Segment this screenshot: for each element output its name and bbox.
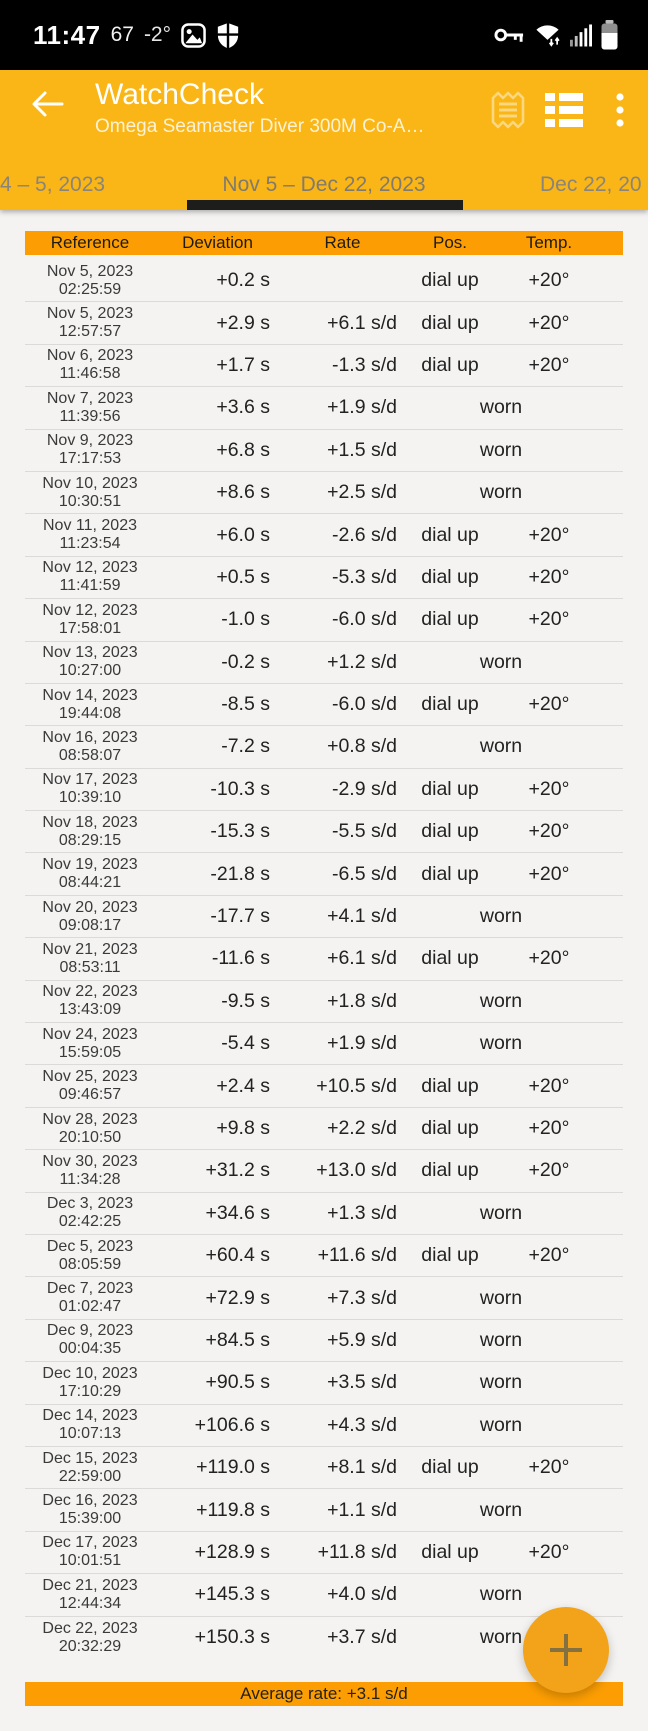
measurement-time: 22:59:00 bbox=[58, 1467, 122, 1485]
rate-cell: +8.1 s/d bbox=[327, 1456, 397, 1479]
position-cell: dial up bbox=[421, 693, 479, 716]
rate-cell: -5.3 s/d bbox=[331, 565, 397, 588]
measurement-date: Nov 17, 2023 bbox=[42, 771, 138, 789]
rate-cell: -6.5 s/d bbox=[331, 862, 397, 885]
status-notification-count: 67 bbox=[110, 23, 134, 46]
rate-cell: +11.8 s/d bbox=[317, 1540, 397, 1563]
deviation-cell: +128.9 s bbox=[194, 1540, 270, 1563]
measurement-date: Dec 21, 2023 bbox=[42, 1576, 138, 1594]
measurement-date: Nov 19, 2023 bbox=[42, 856, 138, 874]
measurement-date: Nov 28, 2023 bbox=[42, 1110, 138, 1128]
position-cell: dial up bbox=[421, 1244, 479, 1267]
wifi-icon bbox=[534, 23, 561, 47]
watch-subtitle: Omega Seamaster Diver 300M Co-A… bbox=[95, 116, 425, 137]
position-worn-cell: worn bbox=[479, 905, 523, 928]
measurement-time: 00:04:35 bbox=[58, 1340, 122, 1358]
measurement-time: 11:41:59 bbox=[59, 577, 121, 595]
measurement-date: Nov 11, 2023 bbox=[43, 517, 137, 535]
deviation-cell: -11.6 s bbox=[211, 947, 270, 970]
position-worn-cell: worn bbox=[479, 1286, 523, 1309]
rate-cell: -2.6 s/d bbox=[331, 523, 397, 546]
deviation-cell: +60.4 s bbox=[205, 1244, 270, 1267]
reference-cell bbox=[25, 729, 155, 765]
status-temperature: -2° bbox=[143, 23, 172, 46]
rate-cell: +2.2 s/d bbox=[327, 1117, 397, 1139]
deviation-cell: -0.2 s bbox=[221, 650, 270, 673]
measurement-date: Nov 20, 2023 bbox=[42, 898, 138, 916]
deviation-cell: +119.0 s bbox=[196, 1456, 270, 1479]
deviation-cell: -17.7 s bbox=[210, 905, 270, 928]
deviation-cell: +90.5 s bbox=[205, 1371, 270, 1394]
reference-cell bbox=[25, 687, 155, 723]
deviation-cell: +6.8 s bbox=[216, 438, 270, 461]
table-row[interactable] bbox=[25, 514, 623, 556]
reference-cell bbox=[25, 1534, 155, 1570]
table-body bbox=[25, 255, 623, 1659]
measurement-time: 10:30:51 bbox=[58, 492, 122, 510]
deviation-cell: +145.3 s bbox=[194, 1583, 270, 1606]
rate-cell: +1.2 s/d bbox=[327, 650, 397, 673]
temperature-cell: +20° bbox=[528, 1244, 570, 1267]
position-cell: dial up bbox=[421, 1456, 479, 1479]
measurement-time: 11:23:54 bbox=[59, 535, 121, 553]
deviation-cell: +2.9 s bbox=[216, 311, 270, 334]
measurement-date: Nov 16, 2023 bbox=[42, 728, 138, 746]
deviation-cell: +84.5 s bbox=[205, 1328, 270, 1351]
temperature-cell: +20° bbox=[528, 947, 570, 970]
table-row[interactable] bbox=[25, 430, 623, 472]
table-row[interactable] bbox=[25, 1065, 623, 1107]
measurement-time: 11:39:56 bbox=[59, 407, 121, 425]
table-row[interactable] bbox=[25, 557, 623, 599]
temperature-cell: +20° bbox=[528, 523, 570, 546]
table-row[interactable] bbox=[25, 472, 623, 514]
measurement-date: Nov 25, 2023 bbox=[42, 1068, 138, 1086]
rate-cell: -5.5 s/d bbox=[331, 820, 397, 843]
deviation-cell: +150.3 s bbox=[194, 1626, 270, 1649]
temperature-cell: +20° bbox=[528, 1159, 570, 1182]
table-row[interactable] bbox=[25, 642, 623, 684]
average-rate-bar bbox=[25, 1682, 623, 1706]
deviation-cell: +2.4 s bbox=[216, 1074, 270, 1097]
reference-cell bbox=[25, 559, 155, 595]
rate-cell: +6.1 s/d bbox=[327, 311, 397, 334]
temperature-cell: +20° bbox=[528, 1456, 570, 1479]
deviation-cell: -5.4 s bbox=[221, 1032, 270, 1055]
page-title: WatchCheck bbox=[95, 78, 264, 111]
deviation-cell: -7.2 s bbox=[221, 735, 270, 758]
column-header-pos: Pos. bbox=[432, 233, 468, 252]
rate-cell: +4.0 s/d bbox=[327, 1583, 397, 1606]
reference-cell bbox=[25, 1280, 155, 1316]
status-bar bbox=[0, 0, 648, 70]
deviation-cell: +9.8 s bbox=[216, 1117, 270, 1139]
table-row[interactable] bbox=[25, 302, 623, 344]
measurement-time: 09:08:17 bbox=[58, 916, 122, 934]
overflow-menu-button[interactable] bbox=[592, 80, 648, 140]
deviation-cell: +0.5 s bbox=[216, 565, 270, 588]
temperature-cell: +20° bbox=[528, 353, 570, 376]
position-cell: dial up bbox=[421, 1117, 479, 1139]
measurement-time: 02:42:25 bbox=[58, 1213, 122, 1231]
tab-current-interval[interactable]: Nov 5 – Dec 22, 2023 bbox=[222, 173, 426, 196]
measurement-time: 11:34:28 bbox=[59, 1170, 121, 1188]
temperature-cell: +20° bbox=[528, 820, 570, 843]
measurement-time: 09:46:57 bbox=[58, 1086, 122, 1104]
reference-cell bbox=[25, 1238, 155, 1274]
measurement-date: Nov 22, 2023 bbox=[42, 983, 138, 1001]
add-measurement-fab[interactable] bbox=[523, 1607, 609, 1693]
measurement-date: Nov 7, 2023 bbox=[46, 389, 134, 407]
signal-icon bbox=[570, 23, 592, 47]
key-icon bbox=[494, 25, 525, 45]
table-row[interactable] bbox=[25, 811, 623, 853]
measurement-date: Dec 10, 2023 bbox=[42, 1364, 138, 1382]
measurement-date: Nov 6, 2023 bbox=[46, 347, 134, 365]
rate-cell: +0.8 s/d bbox=[327, 735, 397, 758]
table-row[interactable] bbox=[25, 853, 623, 895]
deviation-cell: +8.6 s bbox=[216, 481, 270, 504]
table-row[interactable] bbox=[25, 769, 623, 811]
measurement-time: 10:07:13 bbox=[58, 1425, 122, 1443]
reference-cell bbox=[25, 475, 155, 511]
position-cell: dial up bbox=[421, 947, 479, 970]
reference-cell bbox=[25, 305, 155, 341]
measurement-time: 08:29:15 bbox=[58, 831, 122, 849]
position-worn-cell: worn bbox=[479, 1583, 523, 1606]
temperature-cell: +20° bbox=[528, 862, 570, 885]
column-header-rate: Rate bbox=[324, 233, 361, 252]
measurement-time: 12:44:34 bbox=[58, 1594, 122, 1612]
reference-cell bbox=[25, 899, 155, 935]
measurement-time: 12:57:57 bbox=[58, 323, 122, 341]
status-time: 11:47 bbox=[33, 19, 101, 50]
image-icon bbox=[181, 23, 206, 48]
deviation-cell: +106.6 s bbox=[194, 1413, 270, 1436]
measurement-time: 20:10:50 bbox=[58, 1128, 122, 1146]
position-cell: dial up bbox=[421, 311, 479, 334]
position-cell: dial up bbox=[421, 1540, 479, 1563]
position-worn-cell: worn bbox=[479, 1201, 523, 1224]
measurement-date: Nov 12, 2023 bbox=[42, 601, 138, 619]
table-row[interactable] bbox=[25, 387, 623, 429]
measurement-date: Nov 24, 2023 bbox=[42, 1025, 138, 1043]
table-row[interactable] bbox=[25, 896, 623, 938]
measurement-time: 19:44:08 bbox=[58, 704, 122, 722]
measurement-date: Nov 9, 2023 bbox=[46, 432, 134, 450]
table-row[interactable] bbox=[25, 684, 623, 726]
measurement-date: Nov 21, 2023 bbox=[42, 940, 138, 958]
reference-cell bbox=[25, 1407, 155, 1443]
measurement-date: Nov 30, 2023 bbox=[42, 1152, 138, 1170]
table-row[interactable] bbox=[25, 726, 623, 768]
table-row[interactable] bbox=[25, 1489, 623, 1531]
position-cell: dial up bbox=[421, 1074, 479, 1097]
deviation-cell: -9.5 s bbox=[221, 989, 270, 1012]
position-worn-cell: worn bbox=[479, 1413, 523, 1436]
temperature-cell: +20° bbox=[528, 693, 570, 716]
deviation-cell: +72.9 s bbox=[205, 1286, 270, 1309]
rate-cell: +3.5 s/d bbox=[327, 1371, 397, 1394]
rate-cell: +5.9 s/d bbox=[327, 1328, 397, 1351]
tab-indicator bbox=[187, 200, 463, 210]
rate-cell: -2.9 s/d bbox=[331, 777, 397, 800]
temperature-cell: +20° bbox=[528, 1117, 570, 1139]
reference-cell bbox=[25, 983, 155, 1019]
rate-cell: -6.0 s/d bbox=[331, 608, 397, 631]
measurement-time: 10:39:10 bbox=[58, 789, 122, 807]
rate-cell: +2.5 s/d bbox=[327, 481, 397, 504]
table-row[interactable] bbox=[25, 1532, 623, 1574]
temperature-cell: +20° bbox=[528, 608, 570, 631]
position-cell: dial up bbox=[421, 523, 479, 546]
battery-icon bbox=[601, 20, 618, 50]
reference-cell bbox=[25, 1068, 155, 1104]
deviation-cell: +31.2 s bbox=[205, 1159, 270, 1182]
measurement-time: 15:59:05 bbox=[58, 1043, 122, 1061]
measurement-date: Dec 15, 2023 bbox=[42, 1449, 138, 1467]
measurement-time: 10:27:00 bbox=[58, 662, 122, 680]
position-cell: dial up bbox=[421, 608, 479, 631]
position-worn-cell: worn bbox=[479, 1626, 523, 1649]
measurement-time: 08:53:11 bbox=[59, 958, 121, 976]
reference-cell bbox=[25, 1026, 155, 1062]
table-row[interactable] bbox=[25, 1362, 623, 1404]
rate-cell: -1.3 s/d bbox=[331, 353, 397, 376]
reference-cell bbox=[25, 602, 155, 638]
reference-cell bbox=[25, 1322, 155, 1358]
measurements-table bbox=[25, 231, 623, 1659]
header-block bbox=[0, 70, 648, 210]
measurement-time: 17:17:53 bbox=[58, 450, 122, 468]
deviation-cell: -15.3 s bbox=[210, 820, 270, 843]
table-header bbox=[25, 231, 623, 255]
reference-cell bbox=[25, 941, 155, 977]
back-button[interactable] bbox=[28, 84, 68, 124]
position-worn-cell: worn bbox=[479, 989, 523, 1012]
interval-tab-bar bbox=[0, 150, 648, 210]
column-header-deviation: Deviation bbox=[182, 233, 253, 252]
position-worn-cell: worn bbox=[479, 481, 523, 504]
rate-cell: +1.5 s/d bbox=[327, 438, 397, 461]
measurement-time: 08:58:07 bbox=[58, 746, 122, 764]
measurement-date: Dec 9, 2023 bbox=[46, 1322, 134, 1340]
measurement-time: 08:44:21 bbox=[58, 874, 122, 892]
reference-cell bbox=[25, 1492, 155, 1528]
reference-cell bbox=[25, 1620, 155, 1656]
table-row[interactable] bbox=[25, 1023, 623, 1065]
measurement-date: Nov 13, 2023 bbox=[42, 644, 138, 662]
rate-cell: +11.6 s/d bbox=[317, 1244, 397, 1267]
table-row[interactable] bbox=[25, 1447, 623, 1489]
rate-cell: +1.3 s/d bbox=[327, 1201, 397, 1224]
position-worn-cell: worn bbox=[479, 438, 523, 461]
rate-cell: +3.7 s/d bbox=[327, 1626, 397, 1649]
reference-cell bbox=[25, 1450, 155, 1486]
table-row[interactable] bbox=[25, 1235, 623, 1277]
position-worn-cell: worn bbox=[479, 1498, 523, 1521]
measurement-date: Nov 10, 2023 bbox=[42, 474, 138, 492]
measurement-date: Dec 5, 2023 bbox=[46, 1237, 134, 1255]
rate-cell: +10.5 s/d bbox=[316, 1074, 397, 1097]
deviation-cell: -8.5 s bbox=[221, 693, 270, 716]
position-worn-cell: worn bbox=[479, 735, 523, 758]
rate-cell: +1.1 s/d bbox=[327, 1498, 397, 1521]
measurement-date: Dec 17, 2023 bbox=[42, 1534, 138, 1552]
measurement-date: Dec 16, 2023 bbox=[42, 1492, 138, 1510]
position-cell: dial up bbox=[421, 1159, 479, 1182]
rate-cell: +6.1 s/d bbox=[327, 947, 397, 970]
tab-next-interval[interactable]: Dec 22, 20 bbox=[540, 173, 642, 196]
temperature-cell: +20° bbox=[528, 269, 570, 292]
rate-cell: +1.9 s/d bbox=[327, 1032, 397, 1055]
reference-cell bbox=[25, 1577, 155, 1613]
column-header-reference: Reference bbox=[50, 233, 130, 252]
reference-cell bbox=[25, 1365, 155, 1401]
table-row[interactable] bbox=[25, 1193, 623, 1235]
deviation-cell: -1.0 s bbox=[221, 608, 270, 631]
table-row[interactable] bbox=[25, 981, 623, 1023]
measurement-time: 17:58:01 bbox=[58, 619, 122, 637]
position-worn-cell: worn bbox=[479, 1328, 523, 1351]
measurement-time: 08:05:59 bbox=[58, 1255, 122, 1273]
measurement-date: Dec 14, 2023 bbox=[42, 1407, 138, 1425]
rate-cell: +1.8 s/d bbox=[327, 989, 397, 1012]
position-cell: dial up bbox=[421, 777, 479, 800]
rate-cell: +7.3 s/d bbox=[327, 1286, 397, 1309]
table-row[interactable] bbox=[25, 260, 623, 302]
plus-icon bbox=[548, 1632, 584, 1668]
reference-cell bbox=[25, 1153, 155, 1189]
measurement-time: 11:46:58 bbox=[59, 365, 121, 383]
measurement-time: 13:43:09 bbox=[58, 1001, 122, 1019]
rate-cell: +4.3 s/d bbox=[327, 1413, 397, 1436]
position-worn-cell: worn bbox=[479, 1032, 523, 1055]
position-worn-cell: worn bbox=[479, 650, 523, 673]
reference-cell bbox=[25, 814, 155, 850]
reference-cell bbox=[25, 347, 155, 383]
position-worn-cell: worn bbox=[479, 1371, 523, 1394]
measurement-date: Nov 12, 2023 bbox=[42, 559, 138, 577]
deviation-cell: +1.7 s bbox=[216, 353, 270, 376]
table-row[interactable] bbox=[25, 1277, 623, 1319]
deviation-cell: -10.3 s bbox=[210, 777, 270, 800]
position-worn-cell: worn bbox=[479, 396, 523, 419]
measurement-time: 01:02:47 bbox=[58, 1298, 122, 1316]
position-cell: dial up bbox=[421, 353, 479, 376]
deviation-cell: +34.6 s bbox=[205, 1201, 270, 1224]
reference-cell bbox=[25, 771, 155, 807]
table-row[interactable] bbox=[25, 1108, 623, 1150]
measurement-time: 20:32:29 bbox=[58, 1637, 122, 1655]
temperature-cell: +20° bbox=[528, 311, 570, 334]
measurement-date: Dec 3, 2023 bbox=[46, 1195, 134, 1213]
position-cell: dial up bbox=[421, 565, 479, 588]
measurement-time: 02:25:59 bbox=[58, 280, 122, 298]
measurement-date: Nov 18, 2023 bbox=[42, 813, 138, 831]
shield-icon bbox=[216, 22, 240, 49]
back-arrow-icon bbox=[31, 90, 65, 118]
temperature-cell: +20° bbox=[528, 1074, 570, 1097]
measurement-date: Nov 14, 2023 bbox=[42, 686, 138, 704]
measurement-time: 17:10:29 bbox=[58, 1382, 122, 1400]
deviation-cell: +3.6 s bbox=[216, 396, 270, 419]
reference-cell bbox=[25, 517, 155, 553]
temperature-cell: +20° bbox=[528, 565, 570, 588]
list-view-icon bbox=[545, 93, 583, 127]
deviation-cell: +6.0 s bbox=[216, 523, 270, 546]
app-bar bbox=[0, 70, 648, 150]
table-row[interactable] bbox=[25, 599, 623, 641]
rate-cell: +4.1 s/d bbox=[327, 905, 397, 928]
position-cell: dial up bbox=[421, 862, 479, 885]
reference-cell bbox=[25, 390, 155, 426]
table-row[interactable] bbox=[25, 1150, 623, 1192]
log-icon bbox=[490, 90, 526, 130]
log-button[interactable] bbox=[480, 80, 536, 140]
list-view-button[interactable] bbox=[536, 80, 592, 140]
rate-cell: +13.0 s/d bbox=[316, 1159, 397, 1182]
position-cell: dial up bbox=[421, 820, 479, 843]
rate-cell: +1.9 s/d bbox=[327, 396, 397, 419]
reference-cell bbox=[25, 644, 155, 680]
reference-cell bbox=[25, 1195, 155, 1231]
measurement-time: 10:01:51 bbox=[58, 1552, 122, 1570]
temperature-cell: +20° bbox=[528, 777, 570, 800]
reference-cell bbox=[25, 432, 155, 468]
measurement-date: Dec 22, 2023 bbox=[42, 1619, 138, 1637]
reference-cell bbox=[25, 263, 155, 299]
temperature-cell: +20° bbox=[528, 1540, 570, 1563]
overflow-menu-icon bbox=[616, 93, 624, 127]
reference-cell bbox=[25, 1111, 155, 1147]
rate-cell: -6.0 s/d bbox=[331, 693, 397, 716]
table-row[interactable] bbox=[25, 345, 623, 387]
deviation-cell: -21.8 s bbox=[210, 862, 270, 885]
reference-cell bbox=[25, 856, 155, 892]
measurement-date: Nov 5, 2023 bbox=[46, 262, 134, 280]
measurement-date: Dec 7, 2023 bbox=[46, 1280, 134, 1298]
deviation-cell: +119.8 s bbox=[196, 1498, 270, 1521]
average-rate-label: Average rate: +3.1 s/d bbox=[240, 1684, 408, 1703]
table-row[interactable] bbox=[25, 1320, 623, 1362]
table-row[interactable] bbox=[25, 938, 623, 980]
deviation-cell: +0.2 s bbox=[216, 269, 270, 292]
measurement-time: 15:39:00 bbox=[58, 1510, 122, 1528]
table-row[interactable] bbox=[25, 1405, 623, 1447]
position-cell: dial up bbox=[421, 269, 479, 292]
measurement-date: Nov 5, 2023 bbox=[46, 305, 134, 323]
tab-previous-interval[interactable]: 4 – 5, 2023 bbox=[0, 173, 106, 196]
table-row[interactable] bbox=[25, 1574, 623, 1616]
column-header-temp: Temp. bbox=[525, 233, 573, 252]
